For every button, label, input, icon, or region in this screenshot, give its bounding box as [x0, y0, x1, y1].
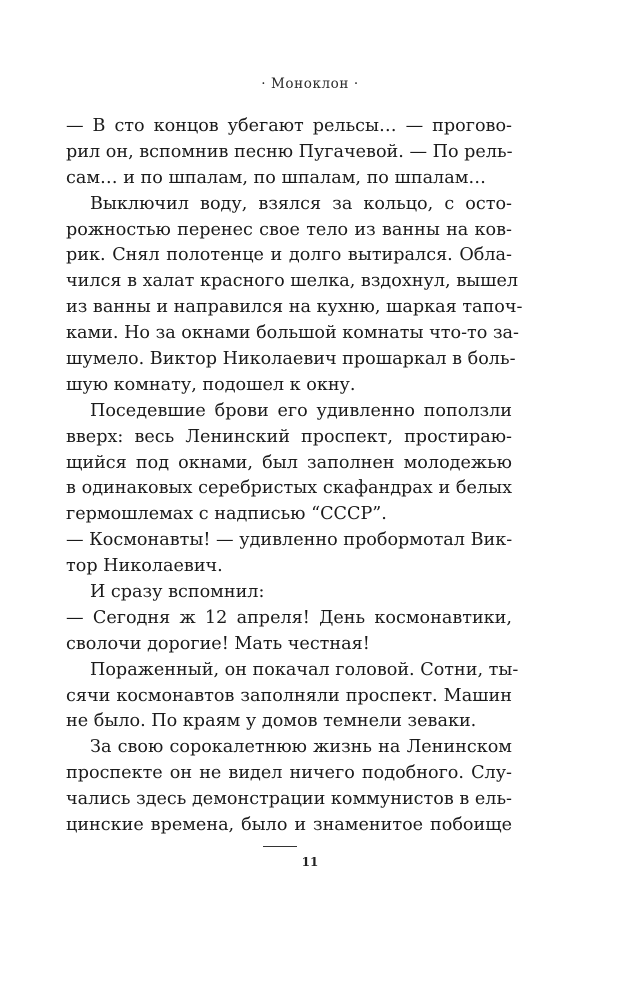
body-text [66, 114, 523, 839]
text-line: За свою сорокалетнюю жизнь на Ленинском [90, 737, 512, 758]
text-line: рил он, вспомнив песню Пугачевой. — По рель- [66, 141, 513, 162]
text-line: тор Николаевич. [66, 556, 223, 577]
text-line: шую комнату, подошел к окну. [66, 374, 356, 395]
text-line: из ванны и направился на кухню, шаркая тапоч- [66, 297, 523, 318]
text-line: — Космонавты! — удивленно пробормотал Вик- [66, 530, 513, 551]
page-number-rule [263, 846, 297, 847]
text-line: чались здесь демонстрации коммунистов в ель- [66, 789, 512, 810]
text-line: гермошлемах с надписью “СССР”. [66, 504, 387, 525]
text-line: сячи космонавтов заполняли проспект. Машин [66, 685, 512, 706]
text-line: щийся под окнами, был заполнен молодежью [66, 452, 512, 473]
text-line: — В сто концов убегают рельсы… — прогово- [66, 116, 512, 136]
text-line: проспекте он не видел ничего подобного. Слу- [66, 763, 512, 784]
text-line: рожностью перенес свое тело из ванны на ков- [66, 219, 512, 240]
text-line: ками. Но за окнами большой комнаты что-то за- [66, 323, 519, 344]
text-line: Пораженный, он покачал головой. Сотни, ты- [90, 659, 519, 680]
text-line: — Сегодня ж 12 апреля! День космонавтики, [66, 607, 512, 628]
text-line: не было. По краям у домов темнели зеваки. [66, 711, 477, 732]
text-line: в одинаковых серебристых скафандрах и белых [66, 478, 512, 499]
text-line: вверх: весь Ленинский проспект, простираю- [66, 426, 512, 447]
text-line: Поседевшие брови его удивленно поползли [90, 400, 512, 421]
text-line: цинские времена, было и знаменитое побоище [66, 815, 512, 836]
text-line: сам… и по шпалам, по шпалам, по шпалам… [66, 167, 486, 188]
text-line: И сразу вспомнил: [90, 582, 265, 603]
running-head: · Моноклон · [261, 76, 359, 92]
text-line: шумело. Виктор Николаевич прошаркал в боль- [66, 349, 516, 370]
text-line: рик. Снял полотенце и долго вытирался. Обла- [66, 245, 512, 266]
text-line: чился в халат красного шелка, вздохнул, вышел [66, 271, 519, 292]
text-line: сволочи дорогие! Мать честная! [66, 633, 370, 654]
page-number: 11 [301, 855, 319, 869]
text-line: Выключил воду, взялся за кольцо, с осто- [90, 193, 512, 214]
